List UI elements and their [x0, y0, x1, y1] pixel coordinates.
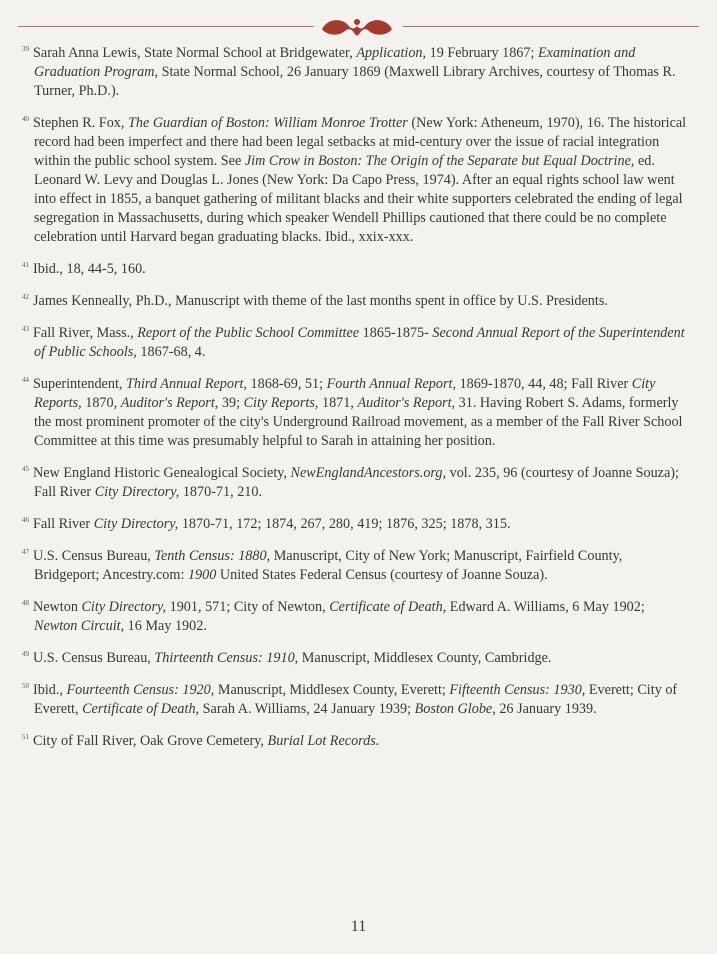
footnote-text: U.S. Census Bureau,: [33, 548, 155, 564]
footnote-text: 39;: [218, 395, 244, 411]
footnote-title: Jim Crow in Boston: The Origin of the Separate but Equal Doctrine,: [244, 153, 635, 169]
footnote-title: Fourteenth Census: 1920,: [66, 682, 215, 698]
footnote-text: ed. Leonard W. Levy and Douglas L. Jones (New York: Da Capo Press, 1974). After an equal rights school law went into effect in 1855, a banquet gathering of militant blacks and their white supporters celebrated the ending of legal segregation in Massachusetts, during which speaker Wendell Phillips cautioned that there could be no complete celebration until Harvard began graduating blacks. Ibid., xxix-xxx.: [34, 153, 683, 245]
footnote-title: Burial Lot Records.: [267, 733, 380, 749]
footnote-number: 39: [22, 45, 29, 53]
footnote-title: Second Annual Report of the Superintendent of Public Schools,: [34, 325, 685, 360]
footnote-text: Sarah Anna Lewis, State Normal School at Bridgewater,: [33, 45, 357, 61]
footnote-text: New England Historic Genealogical Society,: [33, 465, 291, 481]
footnote-44: [22, 371, 690, 451]
footnote-text: Newton: [33, 599, 82, 615]
footnote-text: 1871,: [318, 395, 358, 411]
footnote-45: [22, 460, 690, 502]
footnote-text: 31. Having Robert S. Adams, formerly the most prominent promoter of the city's Underground Railroad movement, as a member of the Fall River School Committee at this time was presumably helpful to Sarah in attaining her position.: [34, 395, 683, 449]
footnote-title: Examination and Graduation Program: [34, 45, 636, 80]
header-rule-left: [18, 26, 314, 27]
footnote-39: [22, 40, 690, 101]
footnote-47: [22, 543, 690, 585]
footnote-text: City of Fall River, Oak Grove Cemetery,: [33, 733, 268, 749]
page-number: 11: [350, 918, 367, 935]
footnote-text: 1901, 571; City of Newton,: [166, 599, 330, 615]
footnote-text: United States Federal Census (courtesy of Joanne Souza).: [216, 567, 548, 583]
footnote-text: Ibid., 18, 44-5, 160.: [33, 261, 146, 277]
footnote-text: Everett; City of Everett,: [34, 682, 678, 717]
footnote-49: [22, 645, 690, 668]
header-rule-right: [403, 26, 699, 27]
footnote-number: 46: [22, 516, 29, 524]
footnote-number: 42: [22, 293, 29, 301]
footnote-text: Manuscript, Middlesex County, Cambridge.: [298, 650, 552, 666]
footnote-text: Ibid.,: [33, 682, 67, 698]
footnote-text: Manuscript, Middlesex County, Everett;: [214, 682, 450, 698]
footnote-text: 1869-1870, 44, 48; Fall River: [456, 376, 632, 392]
footnote-text: 1865-1875-: [359, 325, 433, 341]
footnote-number: 41: [22, 261, 29, 269]
footnote-text: James Kenneally, Ph.D., Manuscript with theme of the last months spent in office by U.S. Presidents.: [33, 293, 608, 309]
footnote-title: Fourth Annual Report,: [326, 376, 457, 392]
footnote-title: The Guardian of Boston: William Monroe Trotter: [127, 115, 408, 131]
footnote-text: 1868-69, 51;: [247, 376, 327, 392]
footnote-text: Manuscript, City of New York; Manuscript, Fairfield County, Bridgeport; Ancestry.com:: [34, 548, 623, 583]
footnote-title: Certificate of Death,: [82, 701, 200, 717]
footnote-text: Superintendent,: [33, 376, 126, 392]
footnote-text: 1870,: [81, 395, 121, 411]
footnote-title: City Directory,: [81, 599, 167, 615]
footnote-title: Certificate of Death,: [329, 599, 447, 615]
footnote-number: 51: [22, 733, 29, 741]
footnote-number: 43: [22, 325, 29, 333]
footnote-text: Fall River, Mass.,: [33, 325, 138, 341]
footnote-title: Third Annual Report,: [126, 376, 247, 392]
footnote-number: 44: [22, 376, 29, 384]
footnote-41: [22, 256, 690, 279]
footnote-text: Sarah A. Williams, 24 January 1939;: [199, 701, 415, 717]
footnote-text: Stephen R. Fox,: [33, 115, 128, 131]
footnote-text: (New York: Atheneum, 1970), 16. The historical record had been imperfect and there had been legal setbacks at mid-century over the issue of racial integration within the public school system. See: [34, 115, 687, 169]
footnote-number: 49: [22, 650, 29, 658]
footnote-number: 48: [22, 599, 29, 607]
footnote-text: Fall River: [33, 516, 94, 532]
footnote-42: [22, 288, 690, 311]
footnote-text: , State Normal School, 26 January 1869 (Maxwell Library Archives, courtesy of Thomas R. Turner, Ph.D.).: [34, 64, 676, 99]
footnote-text: , 19 February 1867;: [422, 45, 538, 61]
footnote-title: Auditor's Report,: [357, 395, 456, 411]
footnote-title: Boston Globe,: [414, 701, 496, 717]
footnote-text: 1870-71, 172; 1874, 267, 280, 419; 1876, 325; 1878, 315.: [178, 516, 511, 532]
footnote-number: 45: [22, 465, 29, 473]
footnote-text: Edward A. Williams, 6 May 1902;: [446, 599, 645, 615]
header-ornament: [18, 12, 699, 42]
footnote-title: Newton Circuit,: [34, 618, 125, 634]
footnote-title: City Reports,: [34, 376, 656, 411]
footnote-text: 1867-68, 4.: [136, 344, 206, 360]
footnote-title: City Directory,: [93, 516, 179, 532]
footnote-title: Report of the Public School Committee: [137, 325, 360, 341]
footnote-title: Fifteenth Census: 1930,: [449, 682, 586, 698]
footnote-title: NewEnglandAncestors.org,: [290, 465, 447, 481]
flourish-ornament-icon: [314, 12, 400, 42]
footnote-title: 1900: [187, 567, 217, 583]
footnote-text: vol. 235, 96 (courtesy of Joanne Souza); Fall River: [34, 465, 679, 500]
footnote-text: U.S. Census Bureau,: [33, 650, 155, 666]
footnote-40: [22, 110, 690, 247]
footnote-title: City Reports,: [243, 395, 319, 411]
footnote-text: 16 May 1902.: [124, 618, 207, 634]
footnote-title: Tenth Census: 1880,: [154, 548, 271, 564]
footnote-number: 40: [22, 115, 29, 123]
footnote-text: 26 January 1939.: [495, 701, 597, 717]
footnote-43: [22, 320, 690, 362]
footnote-title: Auditor's Report,: [120, 395, 219, 411]
footnote-51: [22, 728, 690, 751]
footnote-number: 50: [22, 682, 29, 690]
footnote-50: [22, 677, 690, 719]
footnote-title: Thirteenth Census: 1910,: [154, 650, 299, 666]
footnote-title: City Directory,: [94, 484, 180, 500]
footnotes-list: [22, 40, 690, 760]
footnote-46: [22, 511, 690, 534]
footnote-text: 1870-71, 210.: [179, 484, 263, 500]
footnote-number: 47: [22, 548, 29, 556]
footnote-48: [22, 594, 690, 636]
footnote-title: Application: [356, 45, 423, 61]
